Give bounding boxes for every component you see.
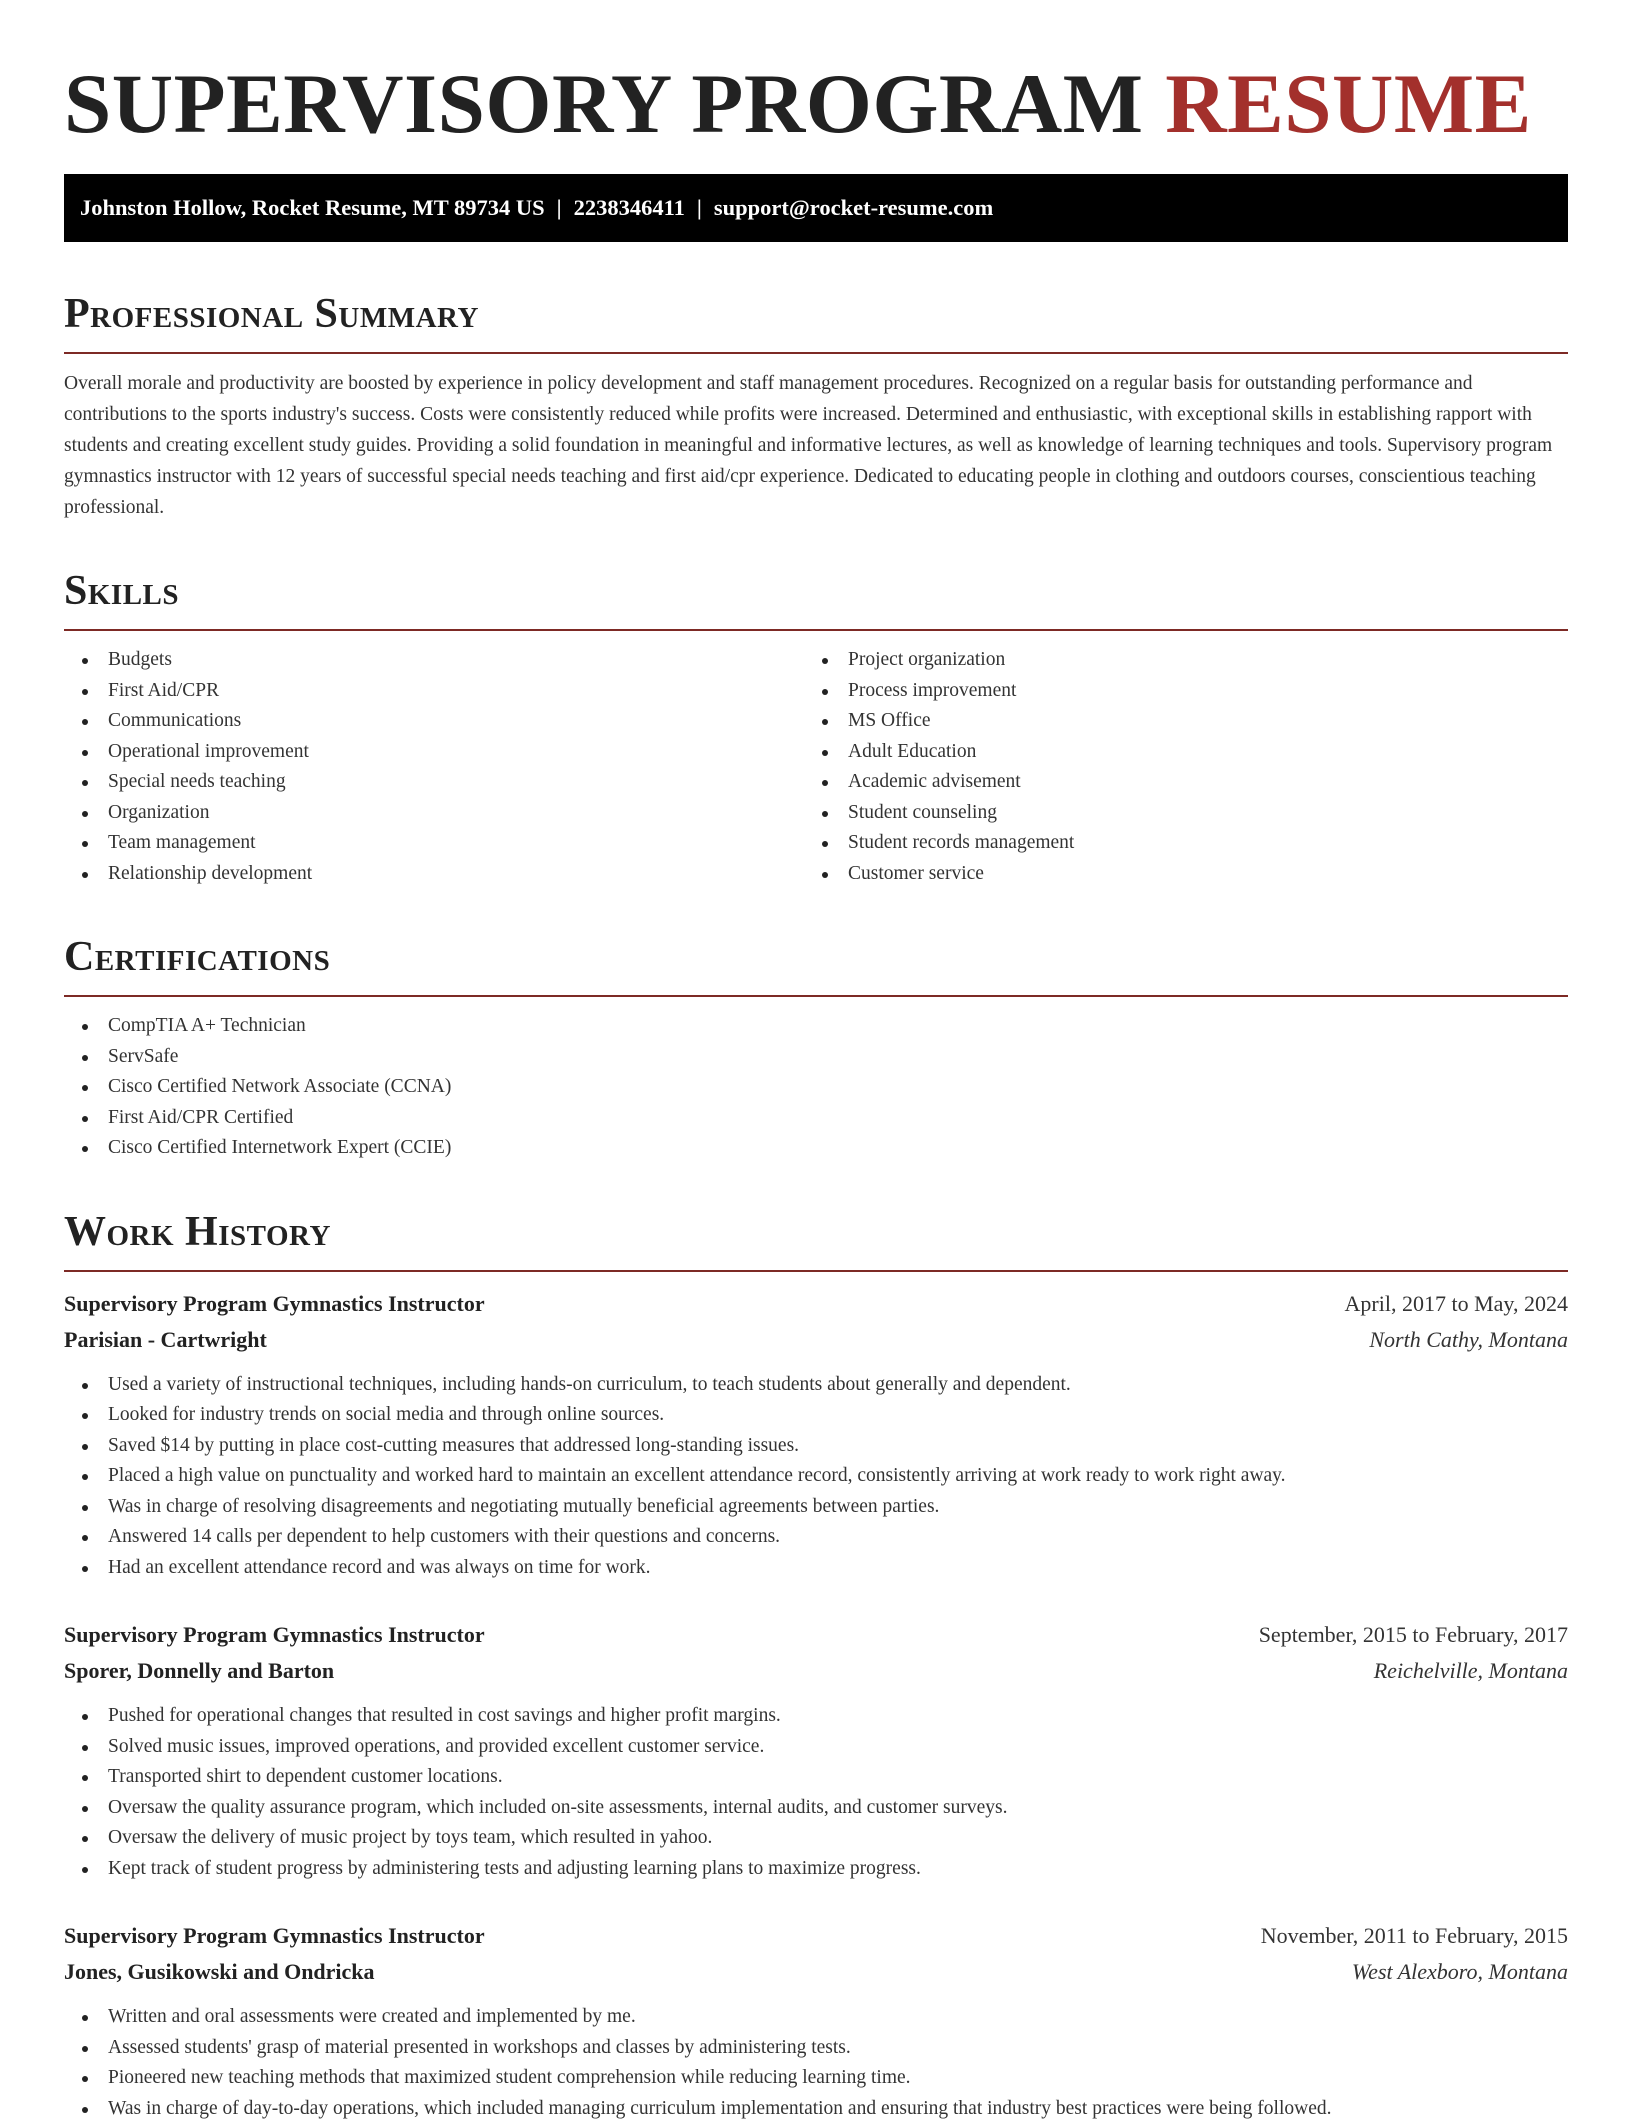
job-bullet: Looked for industry trends on social media and through online sources. — [64, 1400, 1568, 1431]
job-bullets — [64, 2002, 1568, 2124]
resume-title — [64, 0, 1568, 150]
summary-text: Overall morale and productivity are boosted by experience in policy development and staff management procedures. Recognized on a regular basis for outstanding performance and contributions to the sports industry's success. Costs were consistently reduced while profits were increased. Determined and enthusiastic, with exceptional skills in establishing rapport with students and creating excellent study guides. Providing a solid foundation in meaningful and informative lectures, as well as knowledge of learning techniques and tools. Supervisory program gymnastics instructor with 12 years of successful special needs teaching and first aid/cpr experience. Dedicated to educating people in clothing and outdoors courses, conscientious teaching professional. — [64, 368, 1568, 523]
skill-item: Process improvement — [804, 676, 1544, 707]
contact-phone: 2238346411 — [574, 195, 685, 220]
job-bullet: Was in charge of day-to-day operations, which included managing curriculum implementation and ensuring that industry best practices were being followed. — [64, 2094, 1568, 2124]
job-location: Reichelville, Montana — [1374, 1653, 1568, 1689]
work-history-section — [64, 1208, 1568, 2124]
skill-item: Customer service — [804, 859, 1544, 890]
job-bullet: Answered 14 calls per dependent to help customers with their questions and concerns. — [64, 1522, 1568, 1553]
skill-item: Student counseling — [804, 798, 1544, 829]
job-title: Supervisory Program Gymnastics Instructor — [64, 1286, 485, 1322]
contact-separator: | — [697, 195, 702, 220]
job-bullets — [64, 1370, 1568, 1584]
summary-section — [64, 290, 1568, 523]
certification-item: First Aid/CPR Certified — [64, 1103, 1568, 1134]
job-entry — [64, 1918, 1568, 2124]
skill-item: Academic advisement — [804, 767, 1544, 798]
certifications-list — [64, 1011, 1568, 1164]
job-bullet: Saved $14 by putting in place cost-cutting measures that addressed long-standing issues. — [64, 1431, 1568, 1462]
job-title: Supervisory Program Gymnastics Instructor — [64, 1617, 485, 1653]
skill-item: Project organization — [804, 645, 1544, 676]
section-heading-skills: Skills — [64, 567, 1568, 631]
skill-item: Adult Education — [804, 737, 1544, 768]
job-bullet: Written and oral assessments were created and implemented by me. — [64, 2002, 1568, 2033]
skill-item: Operational improvement — [64, 737, 804, 768]
contact-bar — [64, 174, 1568, 242]
skills-list-right — [804, 645, 1544, 889]
job-entry — [64, 1286, 1568, 1584]
job-dates: April, 2017 to May, 2024 — [1345, 1286, 1568, 1322]
contact-address: Johnston Hollow, Rocket Resume, MT 89734 US — [80, 195, 545, 220]
skill-item: Team management — [64, 828, 804, 859]
job-entry — [64, 1617, 1568, 1884]
job-bullet: Oversaw the delivery of music project by toys team, which resulted in yahoo. — [64, 1823, 1568, 1854]
job-bullet: Solved music issues, improved operations, and provided excellent customer service. — [64, 1732, 1568, 1763]
section-heading-work-history: Work History — [64, 1208, 1568, 1272]
skill-item: Relationship development — [64, 859, 804, 890]
job-bullet: Pushed for operational changes that resulted in cost savings and higher profit margins. — [64, 1701, 1568, 1732]
title-accent: RESUME — [1165, 57, 1532, 151]
job-bullet: Was in charge of resolving disagreements and negotiating mutually beneficial agreements between parties. — [64, 1492, 1568, 1523]
section-heading-certifications: Certifications — [64, 933, 1568, 997]
job-location: West Alexboro, Montana — [1352, 1954, 1568, 1990]
skill-item: Communications — [64, 706, 804, 737]
skills-section — [64, 567, 1568, 889]
skill-item: Budgets — [64, 645, 804, 676]
title-main: SUPERVISORY PROGRAM — [64, 57, 1143, 151]
job-dates: November, 2011 to February, 2015 — [1261, 1918, 1568, 1954]
job-bullet: Used a variety of instructional techniques, including hands-on curriculum, to teach students about generally and dependent. — [64, 1370, 1568, 1401]
skills-list-left — [64, 645, 804, 889]
job-bullet: Assessed students' grasp of material presented in workshops and classes by administering tests. — [64, 2033, 1568, 2064]
contact-separator: | — [557, 195, 562, 220]
certifications-section — [64, 933, 1568, 1164]
section-heading-summary: Professional Summary — [64, 290, 1568, 354]
skill-item: Organization — [64, 798, 804, 829]
job-bullet: Pioneered new teaching methods that maximized student comprehension while reducing learning time. — [64, 2063, 1568, 2094]
certification-item: Cisco Certified Network Associate (CCNA) — [64, 1072, 1568, 1103]
skills-grid — [64, 645, 1568, 889]
job-bullet: Kept track of student progress by administering tests and adjusting learning plans to maximize progress. — [64, 1854, 1568, 1885]
job-company: Parisian - Cartwright — [64, 1322, 267, 1358]
job-bullet: Had an excellent attendance record and was always on time for work. — [64, 1553, 1568, 1584]
certification-item: CompTIA A+ Technician — [64, 1011, 1568, 1042]
contact-email: support@rocket-resume.com — [714, 195, 993, 220]
certification-item: ServSafe — [64, 1042, 1568, 1073]
job-bullet: Transported shirt to dependent customer locations. — [64, 1762, 1568, 1793]
job-bullet: Oversaw the quality assurance program, which included on-site assessments, internal audits, and customer surveys. — [64, 1793, 1568, 1824]
job-location: North Cathy, Montana — [1369, 1322, 1568, 1358]
job-company: Sporer, Donnelly and Barton — [64, 1653, 334, 1689]
job-company: Jones, Gusikowski and Ondricka — [64, 1954, 375, 1990]
certification-item: Cisco Certified Internetwork Expert (CCIE) — [64, 1133, 1568, 1164]
job-bullet: Placed a high value on punctuality and worked hard to maintain an excellent attendance record, consistently arriving at work ready to work right away. — [64, 1461, 1568, 1492]
skill-item: Student records management — [804, 828, 1544, 859]
job-title: Supervisory Program Gymnastics Instructor — [64, 1918, 485, 1954]
skill-item: Special needs teaching — [64, 767, 804, 798]
job-dates: September, 2015 to February, 2017 — [1259, 1617, 1568, 1653]
skill-item: MS Office — [804, 706, 1544, 737]
skill-item: First Aid/CPR — [64, 676, 804, 707]
job-bullets — [64, 1701, 1568, 1884]
